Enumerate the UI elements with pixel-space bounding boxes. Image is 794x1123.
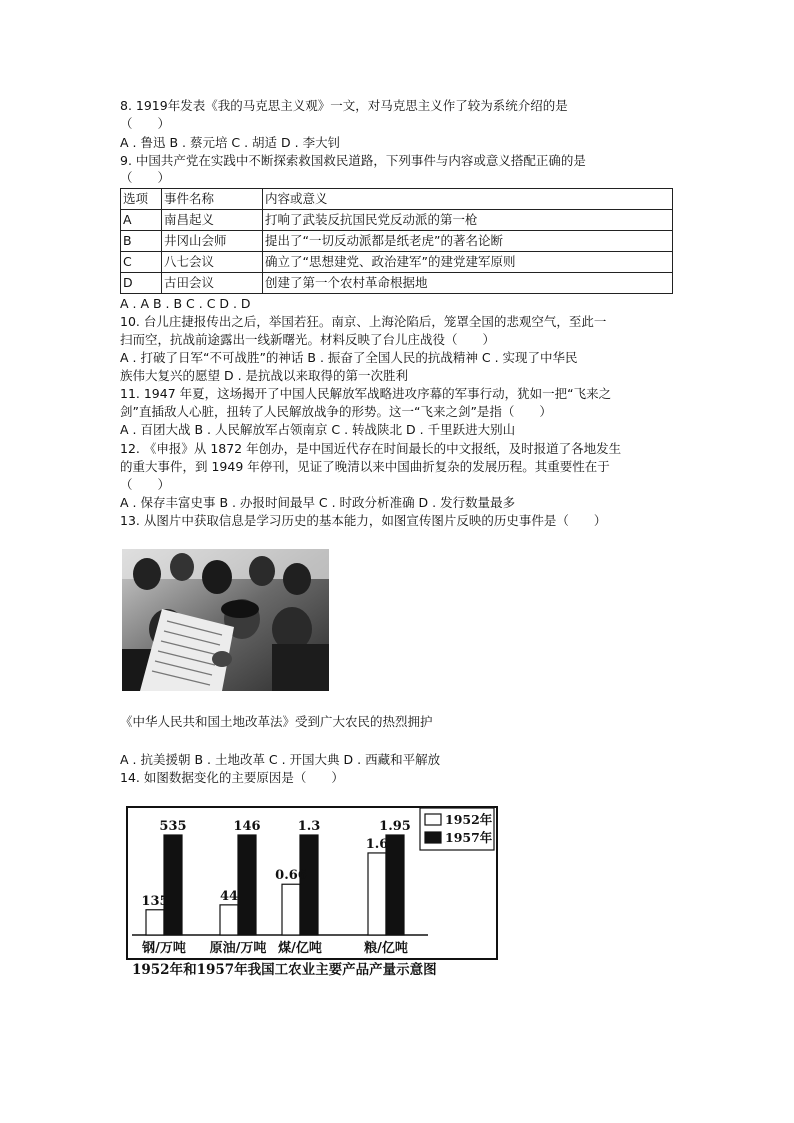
q10-options-line1: A . 打破了日军“不可战胜”的神话 B . 振奋了全国人民的抗战精神 C . 实现了中华民 [120,350,578,365]
table-cell: 井冈山会师 [162,231,263,252]
table-row [121,210,673,231]
table-row [121,273,673,294]
q9-blank: （ ） [120,170,171,185]
data-label-1952: 44 [219,888,239,904]
q8-options: A . 鲁迅 B . 蔡元培 C . 胡适 D . 李大钊 [120,135,341,150]
bar-1957 [386,835,404,935]
table-row [121,252,673,273]
q9-stem: 9. 中国共产党在实践中不断探索救国救民道路，下列事件与内容或意义搭配正确的是 [120,153,586,168]
crowd-photo-illustration [122,549,329,691]
table-row [121,231,673,252]
table-header-cell: 内容或意义 [263,189,673,210]
q9-options-table [120,188,673,294]
table-header-cell: 选项 [121,189,162,210]
bar-1952 [220,905,238,935]
table-cell: 古田会议 [162,273,263,294]
category-label: 粮/亿吨 [364,941,408,956]
q10-options-line2: 族伟大复兴的愿望 D . 是抗战以来取得的第一次胜利 [120,368,409,383]
data-label-1957: 146 [233,819,261,834]
q14-stem: 14. 如图数据变化的主要原因是（ ） [120,770,344,785]
bar-1952 [282,884,300,935]
category-label: 原油/万吨 [209,941,267,956]
q12-options: A . 保存丰富史事 B . 办报时间最早 C . 时政分析准确 D . 发行数量最多 [120,495,516,510]
q13-photo-caption: 《中华人民共和国土地改革法》受到广大农民的热烈拥护 [120,714,433,729]
data-label-1952: 135 [141,893,169,909]
chart-caption: 1952年和1957年我国工农业主要产品产量示意图 [132,962,437,978]
q9-options: A . A B . B C . C D . D [120,296,251,311]
data-label-1952: 0.66 [275,868,307,884]
q10-stem-line1: 10. 台儿庄捷报传出之后，举国若狂。南京、上海沦陷后，笼罩全国的悲观空气，至此一 [120,314,607,329]
q12-stem-line1: 12. 《申报》从 1872 年创办，是中国近代存在时间最长的中文报纸，及时报道了各地发生 [120,441,622,456]
data-label-1952: 1.6 [365,836,389,852]
table-cell: A [121,210,162,231]
q10-stem-line2: 扫而空，抗战前途露出一线新曙光。材料反映了台儿庄战役（ ） [120,332,496,347]
table-cell: C [121,252,162,273]
bar-1952 [146,910,164,935]
production-chart [126,806,498,960]
table-cell: 南昌起义 [162,210,263,231]
q13-options: A . 抗美援朝 B . 土地改革 C . 开国大典 D . 西藏和平解放 [120,752,441,767]
table-header-cell: 事件名称 [162,189,263,210]
legend-label-1952: 1952年 [445,812,493,827]
legend-swatch-1957 [425,832,441,843]
table-cell: 打响了武装反抗国民党反动派的第一枪 [263,210,673,231]
category-label: 钢/万吨 [142,941,186,956]
bar-1952 [368,853,386,935]
q12-blank: （ ） [120,477,171,492]
table-cell: 创建了第一个农村革命根据地 [263,273,673,294]
q8-stem: 8. 1919年发表《我的马克思主义观》一文，对马克思主义作了较为系统介绍的是 [120,98,568,113]
chart-svg [128,808,496,958]
bar-1957 [164,835,182,935]
q13-stem: 13. 从图片中获取信息是学习历史的基本能力，如图宣传图片反映的历史事件是（ ） [120,513,607,528]
table-cell: D [121,273,162,294]
q11-options: A . 百团大战 B . 人民解放军占领南京 C . 转战陕北 D . 千里跃进大别山 [120,422,516,437]
data-label-1957: 535 [159,819,187,834]
table-cell: 提出了“一切反动派都是纸老虎”的著名论断 [263,231,673,252]
category-label: 煤/亿吨 [278,941,322,956]
table-cell: 确立了“思想建党、政治建军”的建党建军原则 [263,252,673,273]
legend-swatch-1952 [425,814,441,825]
table-cell: B [121,231,162,252]
q8-blank: （ ） [120,116,171,131]
data-label-1957: 1.95 [379,819,411,834]
bar-1957 [238,835,256,935]
data-label-1957: 1.3 [297,819,321,834]
land-reform-photo [122,549,329,691]
q11-stem-line2: 剑”直插敌人心脏，扭转了人民解放战争的形势。这一“飞来之剑”是指（ ） [120,404,552,419]
bar-1957 [300,835,318,935]
legend-label-1957: 1957年 [445,830,493,845]
table-header-row [121,189,673,210]
table-cell: 八七会议 [162,252,263,273]
q12-stem-line2: 的重大事件，到 1949 年停刊，见证了晚清以来中国曲折复杂的发展历程。其重要性在于 [120,459,610,474]
q11-stem-line1: 11. 1947 年夏，这场揭开了中国人民解放军战略进攻序幕的军事行动，犹如一把“飞来之 [120,386,612,401]
